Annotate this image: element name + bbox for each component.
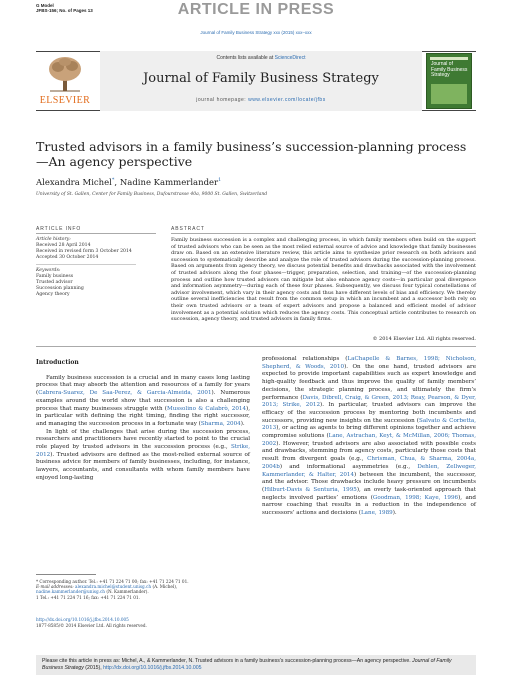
citation-link[interactable]: Davis, Dibrell, Craig, & Green, 2013; Reay, Pearson, & Dyer, 2013; Strike, 2012 [262,394,477,409]
body-left-column [36,353,250,483]
email-note-2: nadine.kammerlander@unisg.ch (N. Kammerlander). [36,589,149,595]
citation-link[interactable]: Salvato & Corbetta, 2013 [262,417,476,432]
cover-title: Journal of Family Business Strategy [431,61,468,79]
model-label: G Model [36,3,54,8]
journal-homepage: journal homepage: www.elsevier.com/locate/jfbs [196,97,326,103]
sciencedirect-link[interactable]: ScienceDirect [274,55,306,61]
citation-link[interactable]: Hilburt-Davis & Senturia, 1995 [264,486,357,493]
footnotes [36,579,250,600]
article-info [36,237,156,298]
elsevier-tree-icon [46,55,84,93]
email-link[interactable]: alexandra.michel@student.unisg.ch [75,584,152,590]
doi-link[interactable]: http://dx.doi.org/10.1016/j.jfbs.2014.10.005 [36,617,129,622]
corresponding-author-note: * Corresponding author. Tel.: +41 71 224 71 00; fax: +41 71 224 71 01. [36,579,189,584]
citation-link[interactable]: Mussolino & Calabrò, 2014 [166,405,247,412]
email-link[interactable]: nadine.kammerlander@unisg.ch [36,589,105,595]
citation-link[interactable]: Lane, Astrachan, Keyt, & McMillan, 2006; Thomas, 2002 [262,433,477,447]
citation-link[interactable]: Goodman, 1998; Kaye, 1996 [372,494,459,501]
article-title: Trusted advisors in a family business’s succession-planning process—An agency perspective [36,139,467,169]
doi-block [36,617,250,628]
citation-link[interactable]: Dehlen, Zellweger, Kammerlander, & Halter, 2014 [262,463,476,478]
journal-masthead [100,51,422,111]
journal-cover-thumbnail [426,53,472,109]
keyword-item: Trusted advisor [36,280,73,285]
author-kammerlander: Nadine Kammerlander [119,177,219,188]
affiliation: University of St. Gallen, Center for Family Business, Dufourstrasse 40a, 9000 St. Gallen, Switzerland [36,192,268,197]
citation-link[interactable]: Strike, 2012 [36,444,250,458]
homepage-link[interactable]: www.elsevier.com/locate/jfbs [248,97,326,103]
citation-link[interactable]: Sharma, 2004 [200,420,241,427]
keyword-item: Agency theory [36,292,70,297]
footnote-mark-1[interactable]: 1 [218,177,222,183]
citation-link[interactable]: Chrisman, Chua, & Sharma, 2004a, 2004b [262,456,476,470]
history-revised: Received in revised form 3 October 2014 [36,249,132,254]
intro-paragraph-1: Family business succession is a crucial and in many cases long lasting process that may absorb the attention and resources of a family for years (Cabrera-Suarez, De Saa-Perez, & Garcia-Almeida, 2001). Numerous examples around the world show that succession is also a challenging process that many businesses struggle with (Mussolino & Calabrò, 2014), in particular with defining the right timing, finding the right successor, and managing the succession process in a fortunate way (Sharma, 2004). [36,374,250,427]
elsevier-wordmark: ELSEVIER [39,95,91,106]
keyword-item: Succession planning [36,286,84,291]
article-in-press-banner: ARTICLE IN PRESS [177,1,335,18]
footnote-1: 1 Tel.: +41 71 224 71 16; fax: +41 71 224 71 01. [36,594,140,600]
abstract-rule [171,233,476,234]
running-head[interactable]: Journal of Family Business Strategy xxx (2015) xxx–xxx [200,30,312,35]
cover-image [431,84,467,104]
corresponding-mark[interactable]: * [111,177,115,183]
history-received: Received 28 April 2014 [36,243,91,248]
intro-paragraph-2: In light of the challenges that arise during the succession process, researchers and practitioners have recently started to point to the crucial role played by trusted advisors in the succession process (e.g., Strike, 2012). Trusted advisors are defined as the most-relied external source of business advice for members of family businesses, including, for instance, lawyers, accountants, and consultants with whom family members have enjoyed long-lasting [36,428,250,481]
cite-this-article-box: Please cite this article in press as: Michel, A., & Kammerlander, N. Trusted advisors in a family business’s succession-planning process—An agency perspective. Journal of Family Business Strategy (2015), http://dx.doi.org/10.1016/j.jfbs.2014.10.005 [36,655,476,675]
citation-link[interactable]: LaChapelle & Barnes, 1998; Nicholson, Shepherd, & Woods, 2010 [262,356,476,370]
article-info-rule [36,233,156,234]
cover-band [430,57,468,60]
abstract-heading: ABSTRACT [171,226,205,232]
author-michel: Alexandra Michel [36,177,112,188]
keywords-label: Keywords: [36,268,61,273]
elsevier-logo [36,55,94,105]
footnote-rule [36,574,96,575]
introduction-heading: Introduction [36,359,79,366]
article-info-heading: ARTICLE INFO [36,226,82,232]
body-right-column [262,356,476,518]
history-label: Article history: [36,237,71,242]
issn-line: 1877-8585/© 2014 Elsevier Ltd. All rights reserved. [36,622,147,628]
contents-line: Contents lists available at ScienceDirect [216,55,306,61]
citation-link[interactable]: Cabrera-Suarez, De Saa-Perez, & Garcia-Almeida, 2001 [38,390,212,397]
author-list: Alexandra Michel*, Nadine Kammerlander$^1$ [36,177,222,188]
keyword-item: Family business [36,274,74,279]
email-note: E-mail addresses: alexandra.michel@student.unisg.ch (A. Michel), [36,584,178,590]
intro-paragraph-continued: professional relationships (LaChapelle & Barnes, 1998; Nicholson, Shepherd, & Woods, 2010). On the one hand, trusted advisors are expected to provide important capabilities such as expert knowledge and high-quality feedback and thus improve the quality of family members’ decisions, the strategic planning process, and ultimately the firm’s performance (Davis, Dibrell, Craig, & Green, 2013; Reay, Pearson, & Dyer, 2013; Strike, 2012). In particular, trusted advisors can improve the efficacy of the succession process by mentoring both incumbents and successors, providing new insights on the succession (Salvato & Corbetta, 2013), or acting as agents to bring different opinions together and achieve compromise solutions (Lane, Astrachan, Keyt, & McMillan, 2006; Thomas, 2002). However, trusted advisors are also associated with possible costs and drawbacks, stemming from agency costs, particularly those costs that result from divergent goals (e.g., Chrisman, Chua, & Sharma, 2004a, 2004b) and informational asymmetries (e.g., Dehlen, Zellweger, Kammerlander, & Halter, 2014) between the incumbent, the successor, and the advisor. Those drawbacks include heavy pressure on incumbents (Hilburt-Davis & Senturia, 1995), an overly task-oriented approach that neglects involved parties’ emotions (Goodman, 1998; Kaye, 1996), and narrow coaching that results in a reduction in the independence of successors’ actions and decisions (Lane, 1989). [262,356,477,517]
abstract-end-rule [36,346,476,347]
journal-header [36,51,476,111]
top-banner [0,0,512,22]
history-accepted: Accepted 30 October 2014 [36,255,99,260]
info-divider [36,264,136,265]
journal-title: Journal of Family Business Strategy [143,71,379,86]
cite-journal: Journal of Family Business Strategy [42,658,452,671]
pages-label: JFBS-156; No. of Pages 13 [36,8,93,13]
abstract-text: Family business succession is a complex and challenging process, in which family members often build on the support of trusted advisors who can be seen as the most relied external source of advice and knowledge that family businesses draw on. Based on an extensive literature review, this article aims to synthesize prior research on both advisors and succession to systematically describe and analyze the role of trusted advisors during the succession-planning process. Based on arguments from agency theory, we discuss potential benefits and drawbacks associated with the involvement of trusted advisors along the four phases—trigger, preparation, selection, and training—of the succession-planning process and outline how trusted advisors can mitigate but also enhance agency costs—in particular goal divergence and information asymmetry—during each of these four phases. Subsequently, we discuss four typical constellations of advisor involvement, which vary in their agency costs and thus have different levels of bias and efficiency. We thereby outline several inefficiencies that result from the common setup in which an incumbent and a successor both rely on their own trusted advisors or a team of expert advisors and propose a balanced and efficient model of advisor involvement as a potential solution which reduces the agency costs. This conceptual article contributes to research on succession, agency theory, and trusted advisors in family firms. [171,237,476,323]
cite-doi-link[interactable]: http://dx.doi.org/10.1016/j.jfbs.2014.10.005 [103,665,202,671]
abstract-copyright: © 2014 Elsevier Ltd. All rights reserved. [372,336,476,342]
citation-link[interactable]: Lane, 1989 [360,510,393,517]
